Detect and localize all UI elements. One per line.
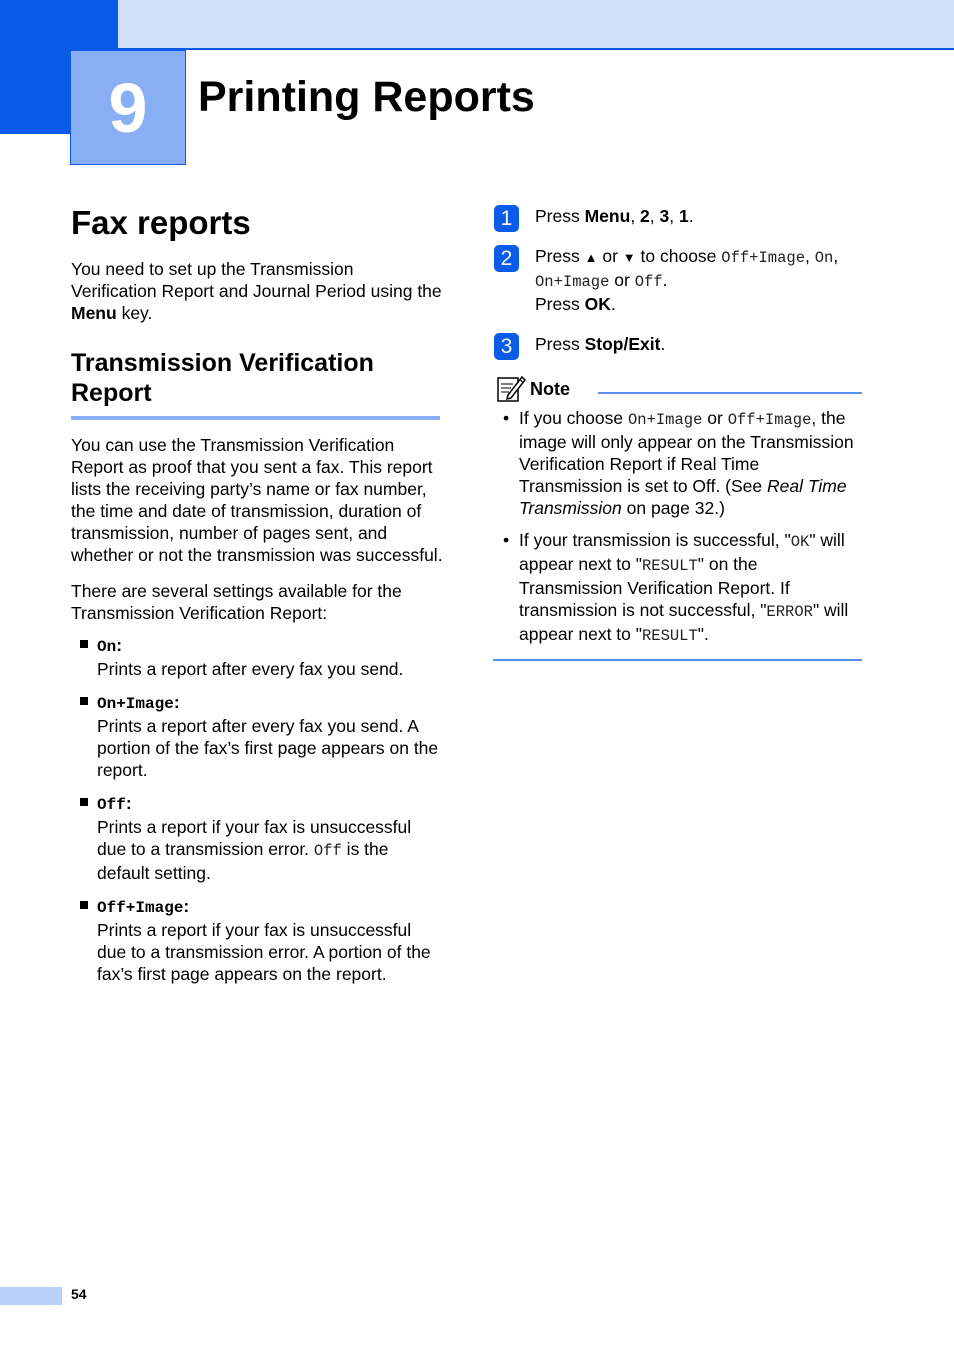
up-arrow-icon: ▲	[584, 250, 598, 265]
chapter-title: Printing Reports	[198, 73, 535, 121]
period: .	[660, 334, 666, 354]
note-pencil-icon	[496, 373, 526, 403]
note-bullet-1	[493, 407, 863, 519]
bullet-square-icon	[80, 798, 88, 806]
option-code: Off+Image	[721, 249, 805, 267]
option-off	[71, 792, 443, 884]
note-text: " will appear next to "	[519, 600, 849, 644]
bullet-square-icon	[80, 901, 88, 909]
period: .	[662, 270, 668, 290]
separator: ,	[649, 206, 660, 226]
note-text: , the image will only appear on the Transmission Verification Report if Real Time Transmission is set to Off. (See	[519, 408, 854, 496]
key-3: 3	[659, 206, 670, 226]
bullet-square-icon	[80, 697, 88, 705]
option-sep: :	[173, 691, 180, 712]
option-desc	[97, 816, 443, 884]
option-sep: :	[116, 634, 123, 655]
option-sep: :	[125, 792, 132, 813]
option-code: On+Image	[535, 273, 610, 291]
subsection-title: Transmission Verification Report	[71, 348, 374, 407]
step-text: Press	[535, 206, 585, 226]
option-desc: Prints a report if your fax is unsuccessful due to a transmission error. A portion of the fax’s first page appears on the report.	[97, 919, 431, 984]
bullet-dot: •	[503, 530, 510, 550]
note-reference: Real Time Transmission	[519, 476, 847, 518]
option-code: On	[814, 249, 834, 267]
bullet-square-icon	[80, 640, 88, 648]
key-1: 1	[678, 206, 689, 226]
intro-text-end: key.	[116, 302, 153, 323]
step-number-badge: 2	[494, 245, 519, 272]
note-text: on page 32.)	[621, 498, 725, 518]
menu-key: Menu	[71, 302, 117, 323]
option-name: On+Image	[97, 694, 174, 713]
note-code: RESULT	[641, 557, 698, 575]
step-text: Press	[535, 294, 585, 314]
note-text: If your transmission is successful, "	[519, 530, 791, 550]
section-title: Fax reports	[71, 204, 251, 241]
down-arrow-icon: ▼	[622, 250, 636, 265]
right-column	[493, 205, 863, 661]
chapter-number: 9	[70, 50, 186, 165]
step-text: to choose	[635, 246, 722, 266]
option-name: On	[97, 637, 117, 656]
note-code: Off+Image	[727, 411, 812, 429]
option-on-image	[71, 691, 443, 781]
option-desc-code: Off	[313, 841, 342, 860]
option-desc: Prints a report after every fax you send.	[97, 658, 404, 679]
footer-bar	[0, 1287, 62, 1305]
option-desc-text-end: is the default setting.	[97, 838, 389, 883]
note-text: or	[702, 408, 728, 428]
option-desc: Prints a report after every fax you send. A portion of the fax’s first page appears on the report.	[97, 715, 439, 780]
note-end-rule	[493, 659, 862, 661]
option-desc-text: Prints a report if your fax is unsuccessful due to a transmission error.	[97, 816, 412, 859]
period: .	[688, 206, 694, 226]
page-number: 54	[71, 1286, 87, 1302]
note-bullet-2	[493, 529, 863, 647]
note-text: " will appear next to "	[519, 530, 845, 574]
note-code: ERROR	[766, 603, 813, 621]
note-header	[493, 373, 863, 407]
subsection-para-1: You can use the Transmission Verification Report as proof that you sent a fax. This report lists the receiving party’s name or fax number, the time and date of transmission, duration of transmission, number of pages sent, and whether or not the transmission was successful.	[71, 434, 443, 565]
separator: ,	[833, 246, 839, 266]
option-sep: :	[183, 895, 190, 916]
note-code: OK	[790, 533, 810, 551]
step-text: or	[597, 246, 623, 266]
step-1	[493, 205, 863, 230]
option-off-image	[71, 895, 443, 985]
step-2	[493, 245, 863, 315]
note-text: If you choose	[519, 408, 628, 428]
intro-text: You need to set up the Transmission Verification Report and Journal Period using the	[71, 258, 442, 301]
note-text: ".	[697, 624, 709, 644]
key-2: 2	[640, 206, 650, 226]
bullet-dot: •	[503, 408, 510, 428]
period: .	[610, 294, 616, 314]
step-text: Press	[535, 246, 585, 266]
step-number-badge: 3	[494, 333, 519, 360]
step-number-badge: 1	[494, 205, 519, 232]
separator: ,	[805, 246, 815, 266]
header-rule	[118, 48, 954, 50]
section-intro	[71, 258, 443, 324]
option-name: Off	[97, 795, 126, 814]
option-name: Off+Image	[97, 898, 184, 917]
note-rule	[598, 392, 862, 394]
note-code: RESULT	[641, 627, 698, 645]
subsection-rule	[71, 416, 440, 420]
left-column	[71, 204, 443, 996]
note-code: On+Image	[627, 411, 703, 429]
separator: ,	[669, 206, 679, 226]
option-on	[71, 634, 443, 680]
step-3	[493, 333, 863, 358]
key-stop-exit: Stop/Exit	[584, 334, 661, 354]
separator: ,	[630, 206, 641, 226]
key-ok: OK	[584, 294, 611, 314]
header-band	[0, 0, 954, 50]
option-code: Off	[634, 273, 663, 291]
key-menu: Menu	[584, 206, 631, 226]
note-label: Note	[530, 379, 570, 399]
note-text: " on the Transmission Verification Report. If transmission is not successful, "	[519, 554, 790, 620]
step-text: Press	[535, 334, 585, 354]
subsection-para-2: There are several settings available for the Transmission Verification Report:	[71, 580, 402, 623]
step-text: or	[609, 270, 635, 290]
